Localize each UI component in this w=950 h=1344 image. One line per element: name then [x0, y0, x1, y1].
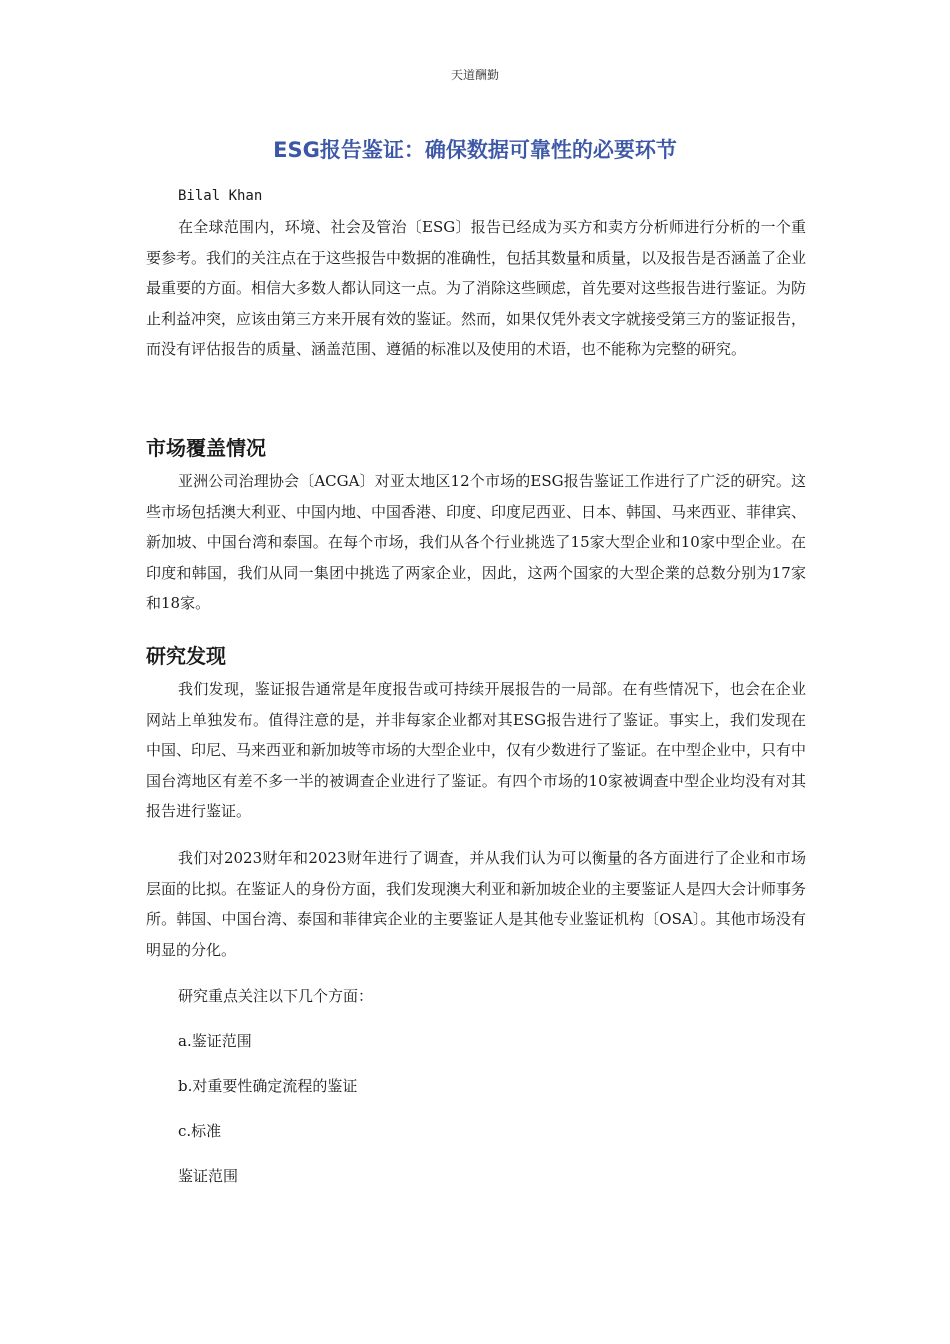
findings-paragraph-2: 我们对2023财年和2023财年进行了调查，并从我们认为可以衡量的各方面进行了企业和市场层面的比拟。在鉴证人的身份方面，我们发现澳大利亚和新加坡企业的主要鉴证人是四大会计师事务所。韩国、中国台湾、泰国和菲律宾企业的主要鉴证人是其他专业鉴证机构〔OSA〕。其他市场没有明显的分化。	[146, 849, 807, 959]
findings-paragraph-1: 我们发现，鉴证报告通常是年度报告或可持续开展报告的一局部。在有些情况下，也会在企业网站上单独发布。值得注意的是，并非每家企业都对其ESG报告进行了鉴证。事实上，我们发现在中国、印尼、马来西亚和新加坡等市场的大型企业中，仅有少数进行了鉴证。在中型企业中，只有中国台湾地区有差不多一半的被调查企业进行了鉴证。有四个市场的10家被调查中型企业均没有对其报告进行鉴证。	[146, 680, 807, 820]
focus-item-materiality: b.对重要性确定流程的鉴证	[178, 1077, 358, 1095]
document-title: ESG报告鉴证：确保数据可靠性的必要环节	[273, 138, 677, 162]
market-coverage-paragraph: 亚洲公司治理协会〔ACGA〕对亚太地区12个市场的ESG报告鉴证工作进行了广泛的研究。这些市场包括澳大利亚、中国内地、中国香港、印度、印度尼西亚、日本、韩国、马来西亚、菲律宾、新加坡、中国台湾和泰国。在每个市场，我们从各个行业挑选了15家大型企业和10家中型企业。在印度和韩国，我们从同一集团中挑选了两家企业，因此，这两个国家的大型企業的总数分别为17家和18家。	[146, 472, 807, 612]
author-name: Bilal Khan	[178, 188, 263, 204]
section-heading-findings: 研究发现	[146, 644, 226, 668]
focus-item-scope: a.鉴证范围	[178, 1032, 252, 1050]
page-header: 天道酬勤	[450, 68, 499, 82]
focus-intro: 研究重点关注以下几个方面：	[178, 987, 374, 1005]
intro-paragraph: 在全球范围内，环境、社会及管治〔ESG〕报告已经成为买方和卖方分析师进行分析的一个重要参考。我们的关注点在于这些报告中数据的准确性，包括其数量和质量，以及报告是否涵盖了企业最重要的方面。相信大多数人都认同这一点。为了消除这些顾虑，首先要对这些报告进行鉴证。为防止利益冲突，应该由第三方来开展有效的鉴证。然而，如果仅凭外表文字就接受第三方的鉴证报告，而没有评估报告的质量、涵盖范围、遵循的标准以及使用的术语，也不能称为完整的研究。	[146, 218, 807, 358]
focus-item-standards: c.标准	[178, 1122, 222, 1140]
subheading-assurance-scope: 鉴证范围	[178, 1167, 239, 1185]
section-heading-market-coverage: 市场覆盖情况	[146, 436, 266, 460]
